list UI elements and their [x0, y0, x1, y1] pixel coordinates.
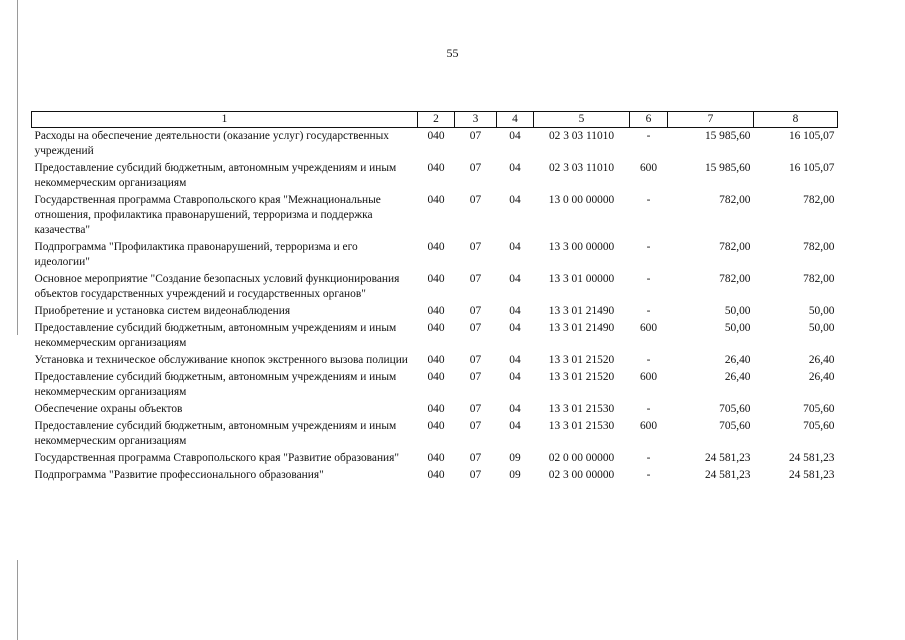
cell-expense-type: 600	[639, 162, 658, 174]
cell-section: 07	[469, 420, 482, 432]
cell-admin-code: 040	[427, 371, 445, 383]
page-number: 55	[446, 46, 459, 60]
cell-section: 07	[469, 162, 482, 174]
cell-name: Государственная программа Ставропольского края "Межнациональные отношения, профилактика правонарушений, терроризма и поддержка казачества"	[34, 194, 381, 236]
left-margin-line-lower	[17, 560, 18, 640]
cell-admin-code: 040	[427, 305, 445, 317]
cell-section: 07	[469, 322, 482, 334]
header-col-2: 2	[418, 112, 455, 128]
cell-amount-year2: 24 581,23	[788, 452, 835, 464]
table-row	[32, 401, 838, 418]
cell-amount-year1: 782,00	[719, 241, 751, 253]
cell-name: Предоставление субсидий бюджетным, автономным учреждениям и иным некоммерческим организациям	[34, 322, 397, 349]
cell-amount-year1: 15 985,60	[704, 162, 751, 174]
header-col-8: 8	[754, 112, 838, 128]
cell-section: 07	[469, 194, 482, 206]
cell-expense-type: -	[646, 194, 651, 206]
header-col-7: 7	[668, 112, 754, 128]
cell-expense-type: -	[646, 273, 651, 285]
cell-admin-code: 040	[427, 420, 445, 432]
cell-name: Установка и техническое обслуживание кнопок экстренного вызова полиции	[34, 354, 408, 366]
cell-amount-year2: 705,60	[803, 403, 835, 415]
cell-name: Предоставление субсидий бюджетным, автономным учреждениям и иным некоммерческим организациям	[34, 371, 397, 398]
cell-section: 07	[469, 130, 482, 142]
cell-subsection: 04	[509, 420, 521, 432]
cell-section: 07	[469, 241, 482, 253]
table-row	[32, 418, 838, 450]
cell-expense-type: 600	[639, 322, 658, 334]
cell-subsection: 04	[509, 403, 521, 415]
cell-amount-year2: 26,40	[808, 354, 835, 366]
cell-subsection: 04	[509, 354, 521, 366]
cell-admin-code: 040	[427, 354, 445, 366]
cell-admin-code: 040	[427, 241, 445, 253]
cell-amount-year2: 50,00	[808, 305, 835, 317]
cell-amount-year2: 16 105,07	[788, 162, 835, 174]
cell-admin-code: 040	[427, 194, 445, 206]
cell-section: 07	[469, 371, 482, 383]
cell-expense-type: -	[646, 452, 651, 464]
table-row	[32, 450, 838, 467]
cell-amount-year2: 26,40	[808, 371, 835, 383]
table-row	[32, 192, 838, 239]
cell-amount-year1: 24 581,23	[704, 469, 751, 481]
header-col-3: 3	[455, 112, 497, 128]
cell-amount-year1: 26,40	[724, 354, 751, 366]
cell-expense-type: 600	[639, 371, 658, 383]
cell-expense-type: -	[646, 469, 651, 481]
table-row	[32, 352, 838, 369]
cell-target-article: 13 3 01 21490	[548, 322, 615, 334]
cell-amount-year1: 15 985,60	[704, 130, 751, 142]
cell-amount-year1: 782,00	[719, 273, 751, 285]
cell-name: Подпрограмма "Развитие профессионального образования"	[34, 469, 324, 481]
cell-section: 07	[469, 469, 482, 481]
table-row	[32, 467, 838, 484]
cell-subsection: 09	[509, 469, 521, 481]
cell-name: Обеспечение охраны объектов	[34, 403, 183, 415]
cell-admin-code: 040	[427, 403, 445, 415]
cell-amount-year1: 705,60	[719, 420, 751, 432]
cell-amount-year1: 782,00	[719, 194, 751, 206]
cell-target-article: 13 3 01 21520	[548, 371, 615, 383]
cell-amount-year2: 24 581,23	[788, 469, 835, 481]
cell-expense-type: -	[646, 403, 651, 415]
table-row	[32, 303, 838, 320]
cell-amount-year1: 50,00	[724, 305, 751, 317]
header-col-4: 4	[497, 112, 534, 128]
cell-amount-year2: 782,00	[803, 194, 835, 206]
cell-target-article: 13 3 01 00000	[548, 273, 615, 285]
cell-section: 07	[469, 273, 482, 285]
cell-expense-type: -	[646, 130, 651, 142]
cell-subsection: 04	[509, 241, 521, 253]
cell-section: 07	[469, 452, 482, 464]
cell-amount-year2: 782,00	[803, 241, 835, 253]
cell-amount-year1: 705,60	[719, 403, 751, 415]
table-row	[32, 369, 838, 401]
cell-name: Предоставление субсидий бюджетным, автономным учреждениям и иным некоммерческим организациям	[34, 162, 397, 189]
cell-subsection: 04	[509, 273, 521, 285]
cell-amount-year2: 50,00	[808, 322, 835, 334]
cell-admin-code: 040	[427, 273, 445, 285]
cell-target-article: 02 0 00 00000	[548, 452, 615, 464]
cell-subsection: 04	[509, 322, 521, 334]
cell-name: Расходы на обеспечение деятельности (оказание услуг) государственных учреждений	[34, 130, 389, 157]
cell-subsection: 04	[509, 371, 521, 383]
cell-target-article: 02 3 03 11010	[548, 130, 615, 142]
cell-target-article: 13 3 01 21490	[548, 305, 615, 317]
table-row	[32, 320, 838, 352]
cell-amount-year1: 26,40	[724, 371, 751, 383]
cell-expense-type: -	[646, 241, 651, 253]
cell-admin-code: 040	[427, 322, 445, 334]
cell-target-article: 13 3 01 21530	[548, 403, 615, 415]
cell-section: 07	[469, 403, 482, 415]
cell-admin-code: 040	[427, 469, 445, 481]
cell-subsection: 04	[509, 130, 521, 142]
cell-amount-year1: 24 581,23	[704, 452, 751, 464]
table-row	[32, 160, 838, 192]
cell-subsection: 04	[509, 162, 521, 174]
cell-subsection: 04	[509, 194, 521, 206]
table-row	[32, 128, 838, 161]
header-col-5: 5	[534, 112, 630, 128]
cell-admin-code: 040	[427, 130, 445, 142]
cell-target-article: 13 3 00 00000	[548, 241, 615, 253]
cell-section: 07	[469, 305, 482, 317]
cell-expense-type: -	[646, 305, 651, 317]
table-body	[32, 128, 838, 485]
cell-name: Подпрограмма "Профилактика правонарушений, терроризма и его идеологии"	[34, 241, 358, 268]
cell-admin-code: 040	[427, 162, 445, 174]
cell-subsection: 09	[509, 452, 521, 464]
cell-amount-year2: 782,00	[803, 273, 835, 285]
cell-name: Основное мероприятие "Создание безопасных условий функционирования объектов государственных учреждений и государственных органов"	[34, 273, 400, 300]
budget-table	[31, 111, 838, 484]
cell-target-article: 13 3 01 21520	[548, 354, 615, 366]
cell-name: Предоставление субсидий бюджетным, автономным учреждениям и иным некоммерческим организациям	[34, 420, 397, 447]
cell-admin-code: 040	[427, 452, 445, 464]
cell-expense-type: 600	[639, 420, 658, 432]
table-row	[32, 271, 838, 303]
cell-subsection: 04	[509, 305, 521, 317]
cell-amount-year1: 50,00	[724, 322, 751, 334]
cell-amount-year2: 16 105,07	[788, 130, 835, 142]
table-header-row	[32, 112, 838, 128]
cell-target-article: 02 3 00 00000	[548, 469, 615, 481]
cell-target-article: 02 3 03 11010	[548, 162, 615, 174]
cell-section: 07	[469, 354, 482, 366]
header-col-6: 6	[630, 112, 668, 128]
cell-target-article: 13 3 01 21530	[548, 420, 615, 432]
cell-name: Государственная программа Ставропольского края "Развитие образования"	[34, 452, 400, 464]
cell-expense-type: -	[646, 354, 651, 366]
cell-name: Приобретение и установка систем видеонаблюдения	[34, 305, 291, 317]
table-row	[32, 239, 838, 271]
header-col-1: 1	[32, 112, 418, 128]
cell-target-article: 13 0 00 00000	[548, 194, 615, 206]
cell-amount-year2: 705,60	[803, 420, 835, 432]
